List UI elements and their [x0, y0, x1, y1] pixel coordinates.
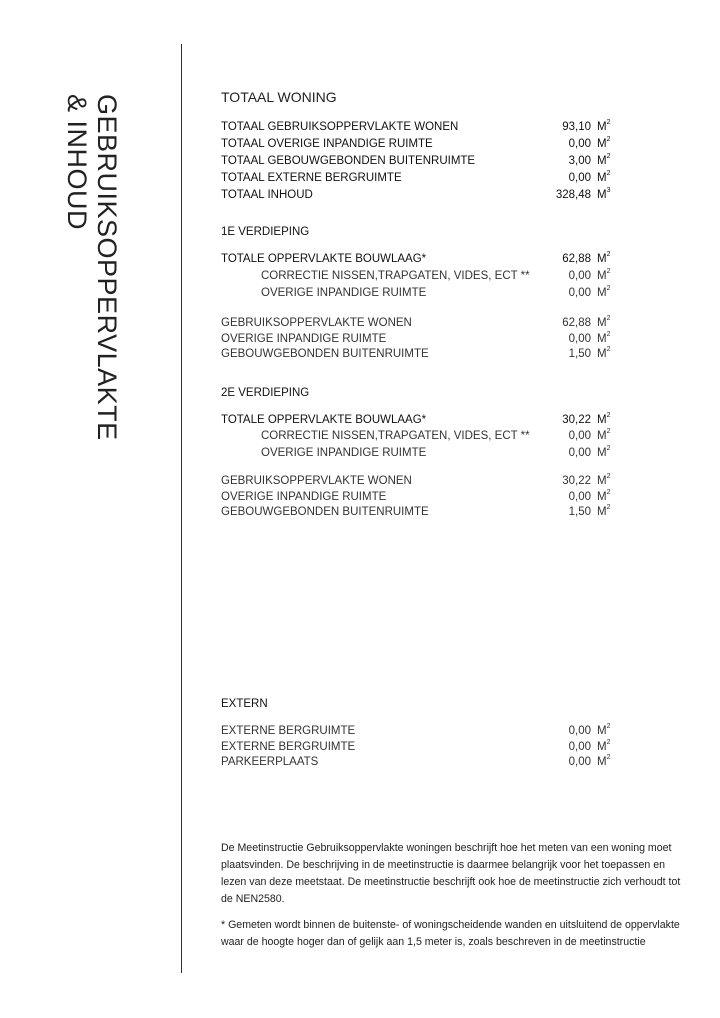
row-unit [597, 170, 617, 186]
unit-exponent: 2 [606, 723, 611, 730]
unit-symbol: M [597, 332, 607, 345]
unit-symbol: M [597, 287, 607, 299]
measurement-row [221, 412, 617, 428]
unit-symbol: M [597, 155, 607, 167]
measurement-row [221, 473, 617, 489]
row-unit [597, 489, 617, 505]
unit-exponent: 2 [606, 330, 611, 338]
row-unit [597, 331, 617, 347]
row-value: 1,50 [568, 348, 591, 360]
row-value: 0,00 [568, 740, 591, 753]
unit-symbol: M [597, 414, 607, 426]
unit-exponent: 2 [606, 170, 611, 177]
unit-exponent: 2 [606, 504, 611, 511]
row-label: OVERIGE INPANDIGE RUIMTE [261, 447, 427, 459]
unit-symbol: M [597, 447, 607, 459]
unit-exponent: 2 [606, 412, 611, 419]
unit-exponent: 2 [606, 346, 611, 353]
unit-symbol: M [597, 270, 607, 282]
unit-symbol: M [597, 740, 607, 753]
measurement-row [221, 251, 617, 267]
measurement-row [221, 428, 617, 444]
row-value: 30,22 [562, 475, 591, 487]
unit-exponent: 2 [606, 251, 611, 258]
measurement-row [221, 504, 617, 520]
measurement-row [221, 739, 617, 755]
row-unit [597, 251, 617, 267]
row-value: 0,00 [568, 270, 591, 282]
unit-symbol: M [597, 490, 607, 503]
row-value: 0,00 [568, 430, 591, 442]
row-value: 93,10 [562, 121, 591, 133]
unit-symbol: M [597, 475, 607, 487]
row-unit [597, 315, 617, 331]
row-label: GEBRUIKSOPPERVLAKTE WONEN [221, 317, 412, 329]
measurement-row [221, 723, 617, 739]
row-label: OVERIGE INPANDIGE RUIMTE [221, 490, 387, 503]
section-heading-totaal: TOTAAL WONING [221, 89, 337, 105]
row-unit [597, 153, 617, 169]
row-label: EXTERNE BERGRUIMTE [221, 740, 356, 753]
unit-symbol: M [597, 756, 607, 768]
measurement-row [221, 268, 617, 284]
unit-exponent: 2 [606, 119, 611, 126]
row-label: EXTERNE BERGRUIMTE [221, 725, 356, 737]
row-label: TOTAAL GEBOUWGEBONDEN BUITENRUIMTE [221, 155, 476, 167]
row-value: 328,48 [555, 189, 591, 201]
unit-exponent: 2 [606, 268, 611, 275]
measurement-row [221, 315, 617, 331]
row-unit [597, 754, 617, 770]
unit-exponent: 2 [606, 445, 611, 452]
measurement-row [221, 153, 617, 169]
row-value: 0,00 [568, 756, 591, 768]
unit-symbol: M [597, 172, 607, 184]
row-value: 0,00 [568, 447, 591, 459]
unit-symbol: M [597, 506, 607, 518]
measurement-row [221, 754, 617, 770]
row-value: 0,00 [568, 332, 591, 345]
row-unit [597, 136, 617, 152]
unit-symbol: M [597, 317, 607, 329]
unit-exponent: 2 [606, 285, 611, 292]
measurement-row [221, 170, 617, 186]
row-label: GEBRUIKSOPPERVLAKTE WONEN [221, 475, 412, 487]
side-title-line-2: & INHOUD [62, 94, 92, 231]
unit-symbol: M [597, 189, 607, 201]
unit-symbol: M [597, 121, 607, 133]
row-unit [597, 346, 617, 362]
unit-symbol: M [597, 348, 607, 360]
unit-exponent: 2 [606, 315, 611, 322]
row-unit [597, 412, 617, 428]
row-value: 30,22 [562, 414, 591, 426]
row-value: 0,00 [568, 725, 591, 737]
unit-exponent: 2 [606, 428, 611, 435]
row-label: GEBOUWGEBONDEN BUITENRUIMTE [221, 506, 429, 518]
measurement-row [221, 445, 617, 461]
row-unit [597, 739, 617, 755]
row-unit [597, 723, 617, 739]
measurement-row [221, 187, 617, 203]
unit-exponent: 2 [606, 153, 611, 160]
row-value: 0,00 [568, 490, 591, 503]
row-unit [597, 285, 617, 301]
unit-symbol: M [597, 253, 607, 265]
note-paragraph-footnote: * Gemeten wordt binnen de buitenste- of woningscheidende wanden en uitsluitend de oppervlakte waar de hoogte hoger dan of gelijk aan 1,5 meter is, zoals beschreven in de meetinstructie [221, 919, 680, 948]
measurement-row [221, 119, 617, 135]
section-heading-verdieping2: 2E VERDIEPING [221, 387, 310, 399]
row-value: 62,88 [562, 253, 591, 265]
measurement-row [221, 285, 617, 301]
unit-symbol: M [597, 725, 607, 737]
measurement-row [221, 331, 617, 347]
unit-exponent: 2 [606, 754, 611, 761]
row-label: TOTALE OPPERVLAKTE BOUWLAAG* [221, 414, 427, 426]
measurement-row [221, 136, 617, 152]
row-unit [597, 473, 617, 489]
vertical-divider [181, 44, 182, 973]
section-heading-verdieping1: 1E VERDIEPING [221, 226, 310, 238]
unit-exponent: 3 [606, 187, 611, 194]
unit-exponent: 2 [606, 136, 611, 143]
unit-exponent: 2 [606, 738, 611, 746]
row-unit [597, 119, 617, 135]
row-unit [597, 504, 617, 520]
row-unit [597, 187, 617, 203]
row-label: CORRECTIE NISSEN,TRAPGATEN, VIDES, ECT ** [261, 430, 530, 442]
row-label: TOTALE OPPERVLAKTE BOUWLAAG* [221, 253, 427, 265]
row-label: CORRECTIE NISSEN,TRAPGATEN, VIDES, ECT ** [261, 270, 530, 282]
row-value: 3,00 [568, 155, 591, 167]
row-label: GEBOUWGEBONDEN BUITENRUIMTE [221, 348, 429, 360]
row-label: TOTAAL OVERIGE INPANDIGE RUIMTE [221, 138, 433, 150]
measurement-row [221, 346, 617, 362]
row-label: PARKEERPLAATS [221, 756, 319, 768]
section-heading-extern: EXTERN [221, 698, 268, 710]
measurement-row [221, 489, 617, 505]
row-unit [597, 268, 617, 284]
note-paragraph-meetinstructie: De Meetinstructie Gebruiksoppervlakte woningen beschrijft hoe het meten van een woning moet plaatsvinden. De beschrijving in de meetinstructie is daarmee belangrijk voor het toepassen en lezen van deze meetstaat. De meetinstructie beschrijft ook hoe de meetinstructie zich verhoudt tot de NEN2580. [221, 842, 681, 905]
unit-exponent: 2 [606, 473, 611, 480]
row-label: TOTAAL EXTERNE BERGRUIMTE [221, 172, 402, 184]
side-title-line-1: GEBRUIKSOPPERVLAKTE [92, 94, 122, 441]
row-value: 62,88 [562, 317, 591, 329]
unit-exponent: 2 [606, 488, 611, 496]
row-value: 0,00 [568, 172, 591, 184]
row-unit [597, 428, 617, 444]
row-label: OVERIGE INPANDIGE RUIMTE [221, 332, 387, 345]
unit-symbol: M [597, 138, 607, 150]
row-value: 0,00 [568, 138, 591, 150]
row-value: 0,00 [568, 287, 591, 299]
row-label: OVERIGE INPANDIGE RUIMTE [261, 287, 427, 299]
row-label: TOTAAL INHOUD [221, 189, 313, 201]
row-value: 1,50 [568, 506, 591, 518]
side-title [56, 94, 128, 454]
unit-symbol: M [597, 430, 607, 442]
row-label: TOTAAL GEBRUIKSOPPERVLAKTE WONEN [221, 121, 459, 133]
row-unit [597, 445, 617, 461]
